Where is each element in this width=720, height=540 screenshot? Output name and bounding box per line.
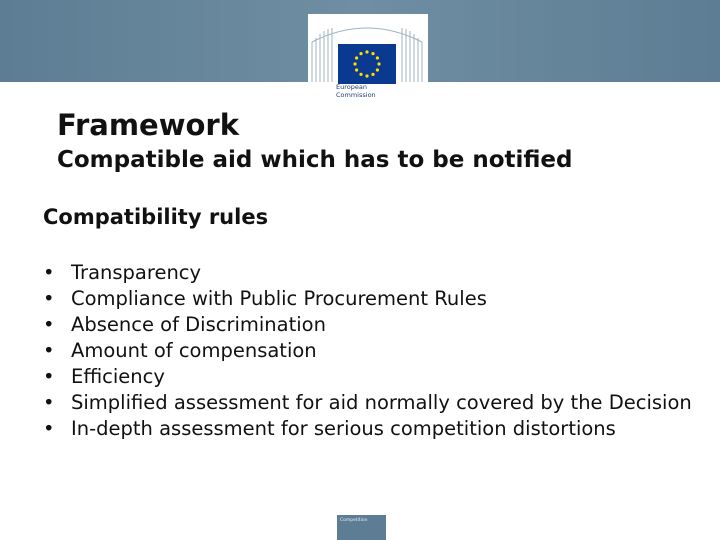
bullet-item: • Simplified assessment for aid normally covered by the Decision xyxy=(43,392,693,413)
eu-flag-icon xyxy=(338,44,396,84)
european-commission-logo xyxy=(308,14,428,110)
bullet-item: • Efficiency xyxy=(43,366,693,387)
bullet-item: • Amount of compensation xyxy=(43,340,693,361)
slide-title: Framework xyxy=(57,108,240,142)
bullet-item: • Transparency xyxy=(43,262,693,283)
bullet-item: • In-depth assessment for serious competition distortions xyxy=(43,418,693,439)
logo-line-2: Commission xyxy=(336,90,376,99)
section-heading: Compatibility rules xyxy=(43,205,269,229)
logo-line-1: European xyxy=(336,83,367,91)
bullet-item: • Compliance with Public Procurement Rules xyxy=(43,288,693,309)
footer-logo-text: Competition xyxy=(340,518,368,523)
logo-caption xyxy=(336,84,416,99)
slide-subtitle: Compatible aid which has to be notified xyxy=(57,147,573,173)
bullet-item: • Absence of Discrimination xyxy=(43,314,693,335)
bullet-list xyxy=(43,262,693,444)
competition-logo xyxy=(337,515,386,540)
